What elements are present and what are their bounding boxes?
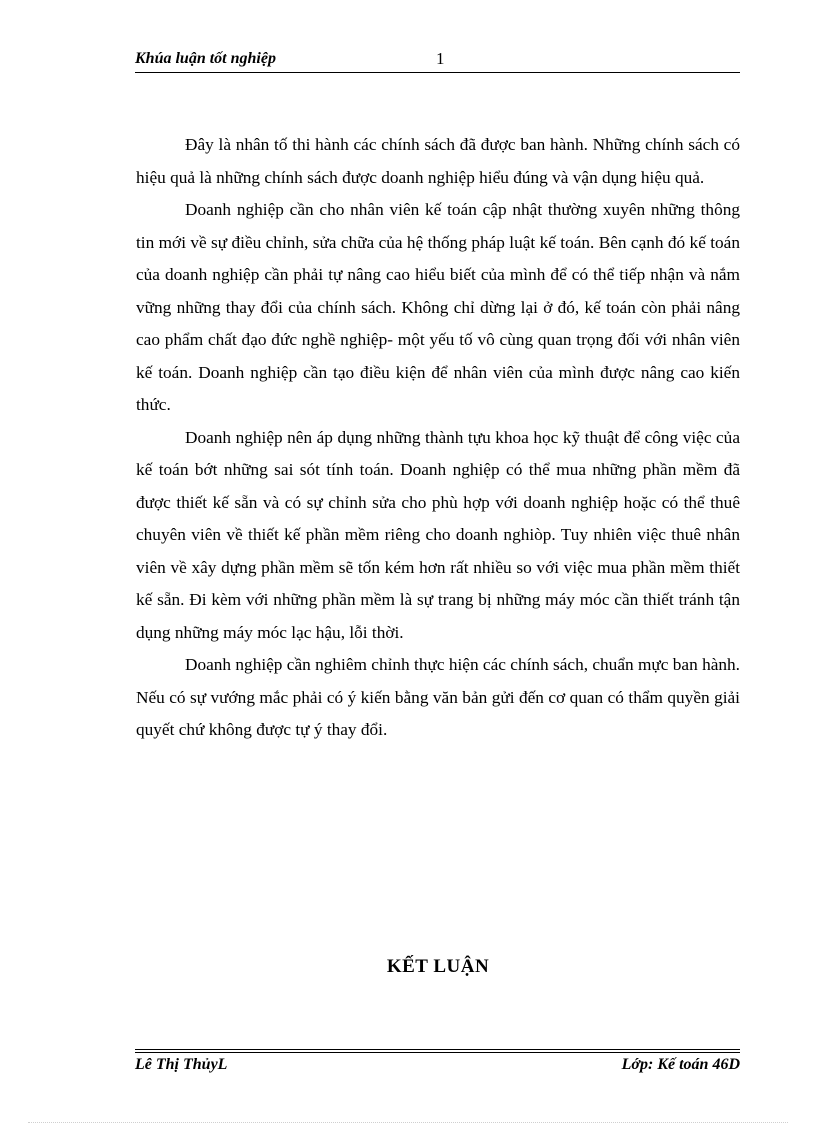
page-header: [135, 48, 740, 73]
body-text: [136, 129, 740, 747]
footer-class: Lớp: Kế toán 46D: [621, 1056, 740, 1073]
footer-divider: [135, 1049, 740, 1053]
section-title: KẾT LUẬN: [386, 956, 490, 977]
paragraph: Doanh nghiệp cần cho nhân viên kế toán cập nhật thường xuyên những thông tin mới về sự điều chỉnh, sửa chữa của hệ thống pháp luật kế toán. Bên cạnh đó kế toán của doanh nghiệp cần phải tự nâng cao hiểu biết của mình để có thể tiếp nhận và nắm vững những thay đổi của chính sách. Không chỉ dừng lại ở đó, kế toán còn phải nâng cao phẩm chất đạo đức nghề nghiệp- một yếu tố vô cùng quan trọng đối với nhân viên kế toán. Doanh nghiệp cần tạo điều kiện để nhân viên của mình được nâng cao kiến thức.: [136, 200, 740, 414]
footer-author: Lê Thị ThủyL: [135, 1056, 228, 1073]
page-number: 1: [436, 49, 445, 68]
paragraph: Doanh nghiệp nên áp dụng những thành tựu khoa học kỹ thuật để công việc của kế toán bớt những sai sót tính toán. Doanh nghiệp có thể mua những phần mềm đã được thiết kế sẵn và có sự chỉnh sửa cho phù hợp với doanh nghiệp hoặc có thể thuê chuyên viên về thiết kế phần mềm riêng cho doanh nghiòp. Tuy nhiên việc thuê nhân viên về xây dựng phần mềm sẽ tốn kém hơn rất nhiều so với việc mua phần mềm thiết kế sẵn. Đi kèm với những phần mềm là sự trang bị những máy móc cần thiết tránh tận dụng những máy móc lạc hậu, lỗi thời.: [136, 427, 740, 642]
paragraph: Đây là nhân tố thi hành các chính sách đã được ban hành. Những chính sách có hiệu quả là những chính sách được doanh nghiệp hiểu đúng và vận dụng hiệu quả.: [136, 135, 740, 187]
paragraph: Doanh nghiệp cần nghiêm chỉnh thực hiện các chính sách, chuẩn mực ban hành. Nếu có sự vướng mắc phải có ý kiến bằng văn bản gửi đến cơ quan có thẩm quyền giải quyết chứ không được tự ý thay đổi.: [136, 655, 740, 739]
header-title: Khúa luận tốt nghiệp: [135, 50, 276, 67]
